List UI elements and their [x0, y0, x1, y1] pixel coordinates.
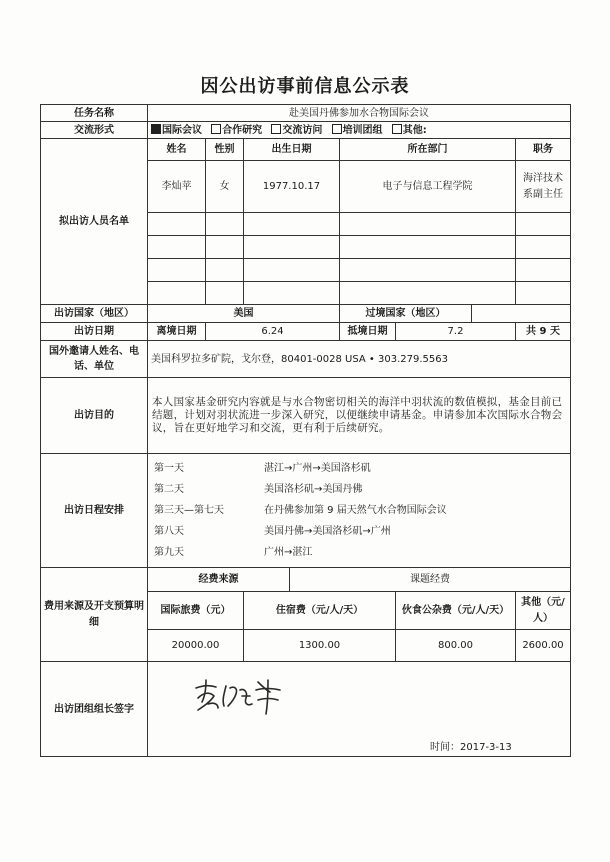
purpose-row — [41, 378, 571, 454]
schedule-item — [154, 500, 566, 521]
member-birth — [244, 282, 340, 305]
inviter-value: 美国科罗拉多矿院，戈尔登，80401-0028 USA • 303.279.5563 — [148, 341, 571, 378]
schedule-route: 广州→湛江 — [264, 547, 313, 558]
country-value: 美国 — [148, 305, 340, 323]
members-header-row — [41, 139, 571, 161]
member-gender — [206, 259, 244, 282]
member-position — [516, 213, 571, 236]
member-gender — [206, 282, 244, 305]
schedule-route: 在丹佛参加第 9 届天然气水合物国际会议 — [264, 505, 447, 516]
dates-row — [41, 323, 571, 341]
member-department — [340, 236, 516, 259]
member-name — [148, 282, 206, 305]
option-other[interactable]: 其他: — [392, 125, 427, 136]
schedule-route: 美国丹佛→美国洛杉矶→广州 — [264, 526, 391, 537]
option-visit[interactable]: 交流访问 — [271, 125, 322, 136]
header-meals: 伙食公杂费（元/人/天） — [396, 592, 516, 630]
member-birth — [244, 213, 340, 236]
date-footer: 时间：2017-3-13 — [430, 742, 512, 753]
member-name — [148, 236, 206, 259]
checkbox-checked-icon[interactable] — [151, 124, 161, 134]
source-value: 课题经费 — [290, 568, 571, 592]
member-position — [516, 282, 571, 305]
member-department — [340, 282, 516, 305]
checkbox-empty-icon[interactable] — [271, 124, 281, 134]
schedule-route: 美国洛杉矶→美国丹佛 — [264, 484, 363, 495]
checkbox-empty-icon[interactable] — [392, 124, 402, 134]
header-other: 其他（元/人） — [516, 592, 571, 630]
purpose-text: 本人国家基金研究内容就是与水合物密切相关的海洋中羽状流的数值模拟，基金目前已结题，计划对羽状流进一步深入研究，以便继续申请基金。申请参加本次国际水合物会议，旨在更好地学习和交流，更有利于后续研究。 — [148, 378, 571, 454]
schedule-item — [154, 479, 566, 500]
value-travel: 20000.00 — [148, 630, 244, 662]
member-department — [340, 213, 516, 236]
schedule-item — [154, 542, 566, 563]
member-gender — [206, 213, 244, 236]
exchange-row — [41, 122, 571, 139]
value-other: 2600.00 — [516, 630, 571, 662]
member-birth — [244, 259, 340, 282]
depart-date: 6.24 — [206, 323, 340, 341]
leader-label: 出访团组组长签字 — [41, 662, 148, 757]
member-name — [148, 213, 206, 236]
exchange-label: 交流形式 — [41, 122, 148, 139]
header-travel: 国际旅费（元） — [148, 592, 244, 630]
schedule-item — [154, 458, 566, 479]
member-position — [516, 236, 571, 259]
document-title: 因公出访事前信息公示表 — [200, 76, 410, 97]
members-label: 拟出访人员名单 — [41, 139, 148, 305]
header-department: 所在部门 — [340, 139, 516, 161]
schedule-day: 第三天—第七天 — [154, 505, 224, 516]
header-position: 职务 — [516, 139, 571, 161]
purpose-label: 出访目的 — [41, 378, 148, 454]
member-department — [340, 259, 516, 282]
member-position: 海洋技术系副主任 — [516, 161, 571, 213]
option-training[interactable]: 培训团组 — [332, 125, 383, 136]
member-birth — [244, 236, 340, 259]
source-label: 经费来源 — [148, 568, 290, 592]
disclosure-form — [40, 104, 571, 757]
schedule-item — [154, 521, 566, 542]
schedule-day: 第一天 — [154, 463, 184, 474]
value-meals: 800.00 — [396, 630, 516, 662]
task-label: 任务名称 — [41, 105, 148, 122]
member-gender — [206, 236, 244, 259]
country-label: 出访国家（地区） — [41, 305, 148, 323]
schedule-route: 湛江→广州→美国洛杉矶 — [264, 463, 371, 474]
checkbox-empty-icon[interactable] — [211, 124, 221, 134]
return-date: 7.2 — [396, 323, 516, 341]
schedule-row — [41, 454, 571, 568]
schedule-day: 第八天 — [154, 526, 184, 537]
member-name — [148, 259, 206, 282]
header-gender: 性别 — [206, 139, 244, 161]
inviter-label: 国外邀请人姓名、电话、单位 — [41, 341, 148, 378]
handwritten-signature — [192, 676, 287, 716]
schedule-day: 第二天 — [154, 484, 184, 495]
member-gender: 女 — [206, 161, 244, 213]
exchange-options — [148, 122, 571, 139]
option-conference[interactable]: 国际会议 — [151, 125, 202, 136]
member-position — [516, 259, 571, 282]
task-row — [41, 105, 571, 122]
schedule-label: 出访日程安排 — [41, 454, 148, 568]
return-label: 抵境日期 — [340, 323, 396, 341]
budget-label: 费用来源及开支预算明细 — [41, 568, 148, 662]
header-birth: 出生日期 — [244, 139, 340, 161]
inviter-row — [41, 341, 571, 378]
member-department: 电子与信息工程学院 — [340, 161, 516, 213]
country-row — [41, 305, 571, 323]
member-name: 李灿苹 — [148, 161, 206, 213]
member-birth: 1977.10.17 — [244, 161, 340, 213]
option-research[interactable]: 合作研究 — [211, 125, 262, 136]
schedule-day: 第九天 — [154, 547, 184, 558]
checkbox-empty-icon[interactable] — [332, 124, 342, 134]
depart-label: 离境日期 — [148, 323, 206, 341]
schedule-list — [148, 454, 571, 568]
header-name: 姓名 — [148, 139, 206, 161]
value-lodging: 1300.00 — [244, 630, 396, 662]
dates-label: 出访日期 — [41, 323, 148, 341]
transit-label: 过境国家（地区） — [340, 305, 472, 323]
task-value: 赴美国丹佛参加水合物国际会议 — [148, 105, 571, 122]
total-days: 共 9 天 — [516, 323, 571, 341]
transit-value — [472, 305, 571, 323]
budget-source-row — [41, 568, 571, 592]
header-lodging: 住宿费（元/人/天） — [244, 592, 396, 630]
